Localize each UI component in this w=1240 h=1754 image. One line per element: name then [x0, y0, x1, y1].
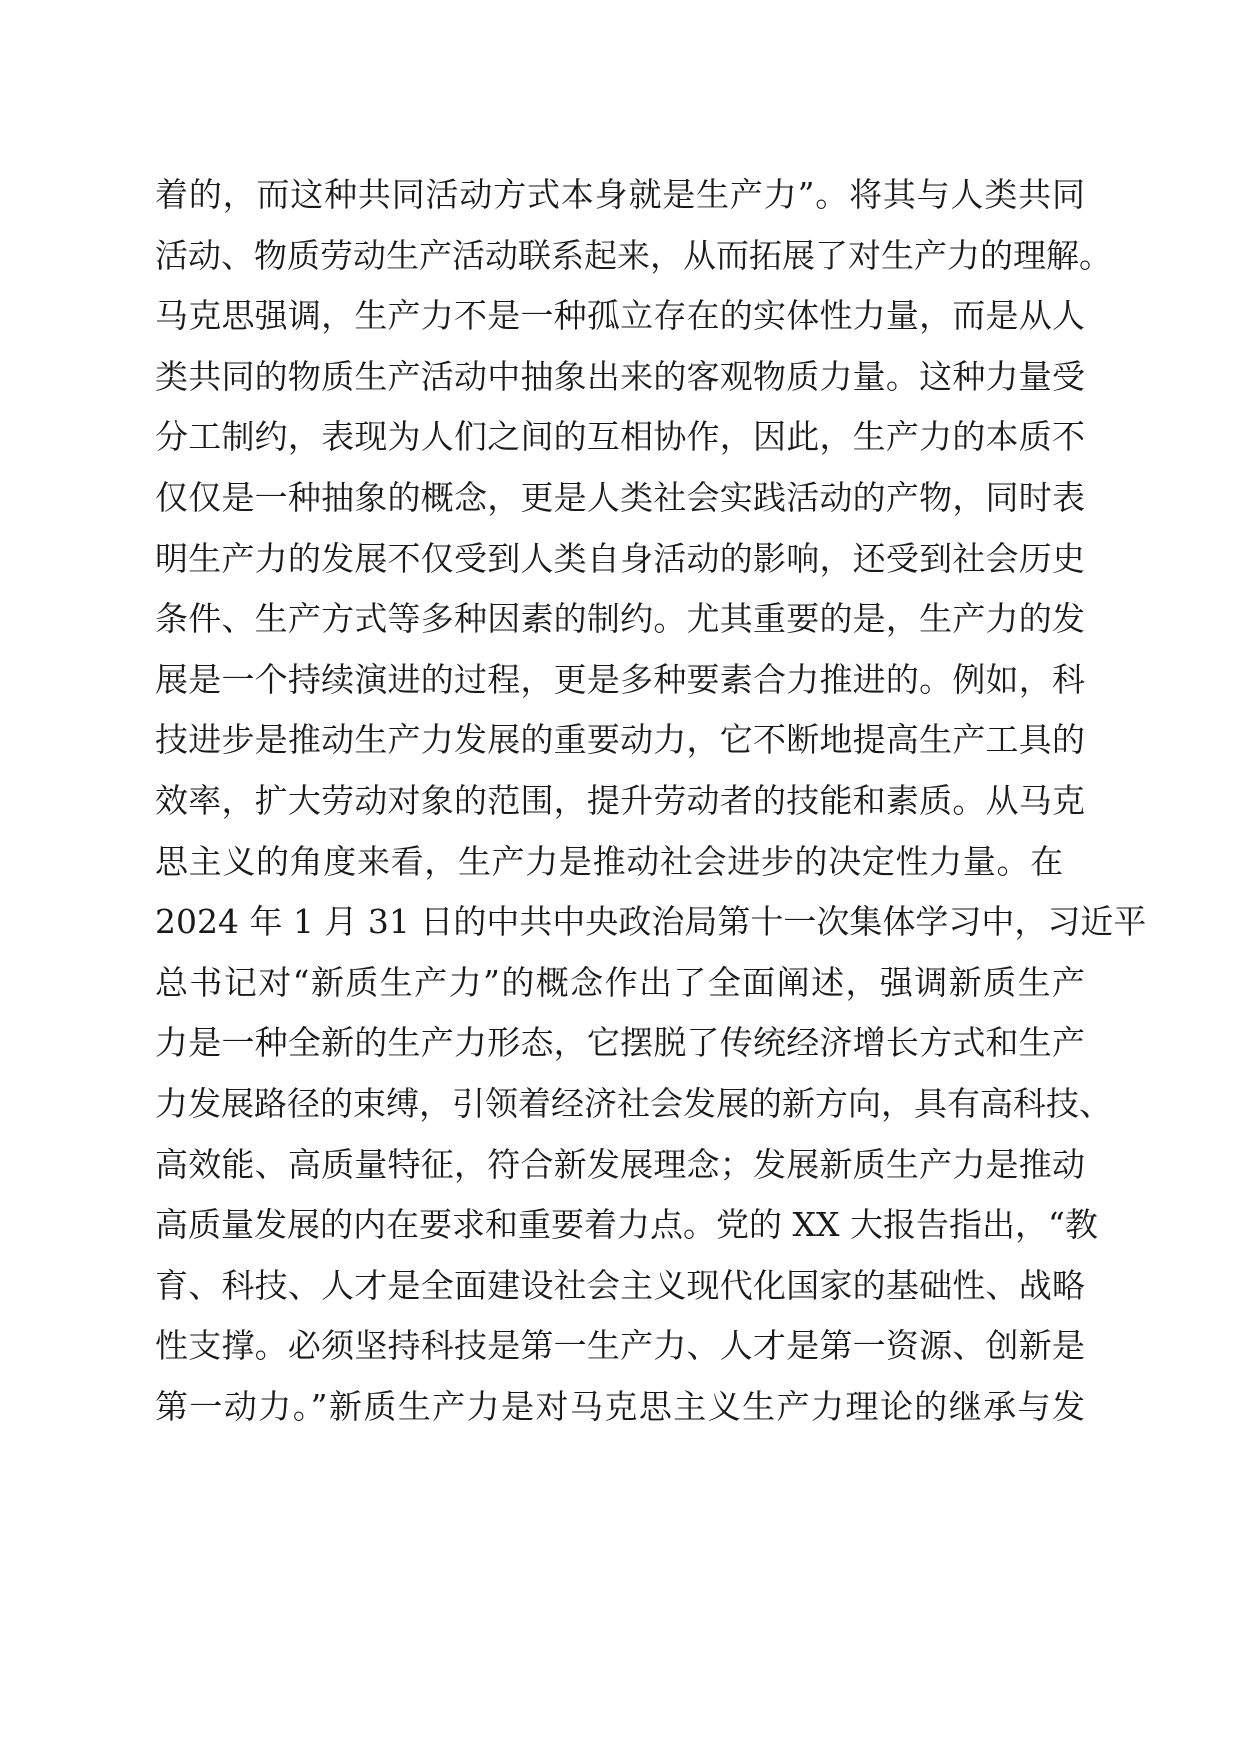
text-line: 展是一个持续演进的过程，更是多种要素合力推进的。例如，科	[155, 659, 1085, 699]
text-line: 育、科技、人才是全面建设社会主义现代化国家的基础性、战略	[155, 1265, 1085, 1305]
text-line: 力发展路径的束缚，引领着经济社会发展的新方向，具有高科技、	[155, 1083, 1112, 1123]
text-line: 性支撑。必须坚持科技是第一生产力、人才是第一资源、创新是	[155, 1326, 1085, 1366]
text-line: 条件、生产方式等多种因素的制约。尤其重要的是，生产力的发	[155, 599, 1085, 639]
text-line: 技进步是推动生产力发展的重要动力，它不断地提高生产工具的	[155, 720, 1085, 760]
text-line: 思主义的角度来看，生产力是推动社会进步的决定性力量。在	[155, 841, 1064, 881]
text-line: 仅仅是一种抽象的概念，更是人类社会实践活动的产物，同时表	[155, 477, 1085, 517]
text-line: 2024 年 1 月 31 日的中共中央政治局第十一次集体学习中，习近平	[155, 902, 1147, 942]
text-line: 分工制约，表现为人们之间的互相协作，因此，生产力的本质不	[155, 417, 1085, 457]
text-line: 高质量发展的内在要求和重要着力点。党的 XX 大报告指出，“教	[155, 1205, 1098, 1245]
text-line: 总书记对“新质生产力”的概念作出了全面阐述，强调新质生产	[155, 962, 1085, 1002]
text-line: 第一动力。”新质生产力是对马克思主义生产力理论的继承与发	[155, 1386, 1085, 1426]
text-line: 类共同的物质生产活动中抽象出来的客观物质力量。这种力量受	[155, 356, 1085, 396]
body-paragraph	[155, 165, 1147, 1437]
text-line: 效率，扩大劳动对象的范围，提升劳动者的技能和素质。从马克	[155, 780, 1085, 820]
text-line: 力是一种全新的生产力形态，它摆脱了传统经济增长方式和生产	[155, 1023, 1085, 1063]
text-line: 活动、物质劳动生产活动联系起来，从而拓展了对生产力的理解。	[155, 235, 1112, 275]
text-line: 着的，而这种共同活动方式本身就是生产力”。将其与人类共同	[155, 175, 1085, 214]
text-line: 明生产力的发展不仅受到人类自身活动的影响，还受到社会历史	[155, 538, 1085, 578]
text-line: 马克思强调，生产力不是一种孤立存在的实体性力量，而是从人	[155, 296, 1085, 336]
text-line: 高效能、高质量特征，符合新发展理念；发展新质生产力是推动	[155, 1144, 1085, 1184]
